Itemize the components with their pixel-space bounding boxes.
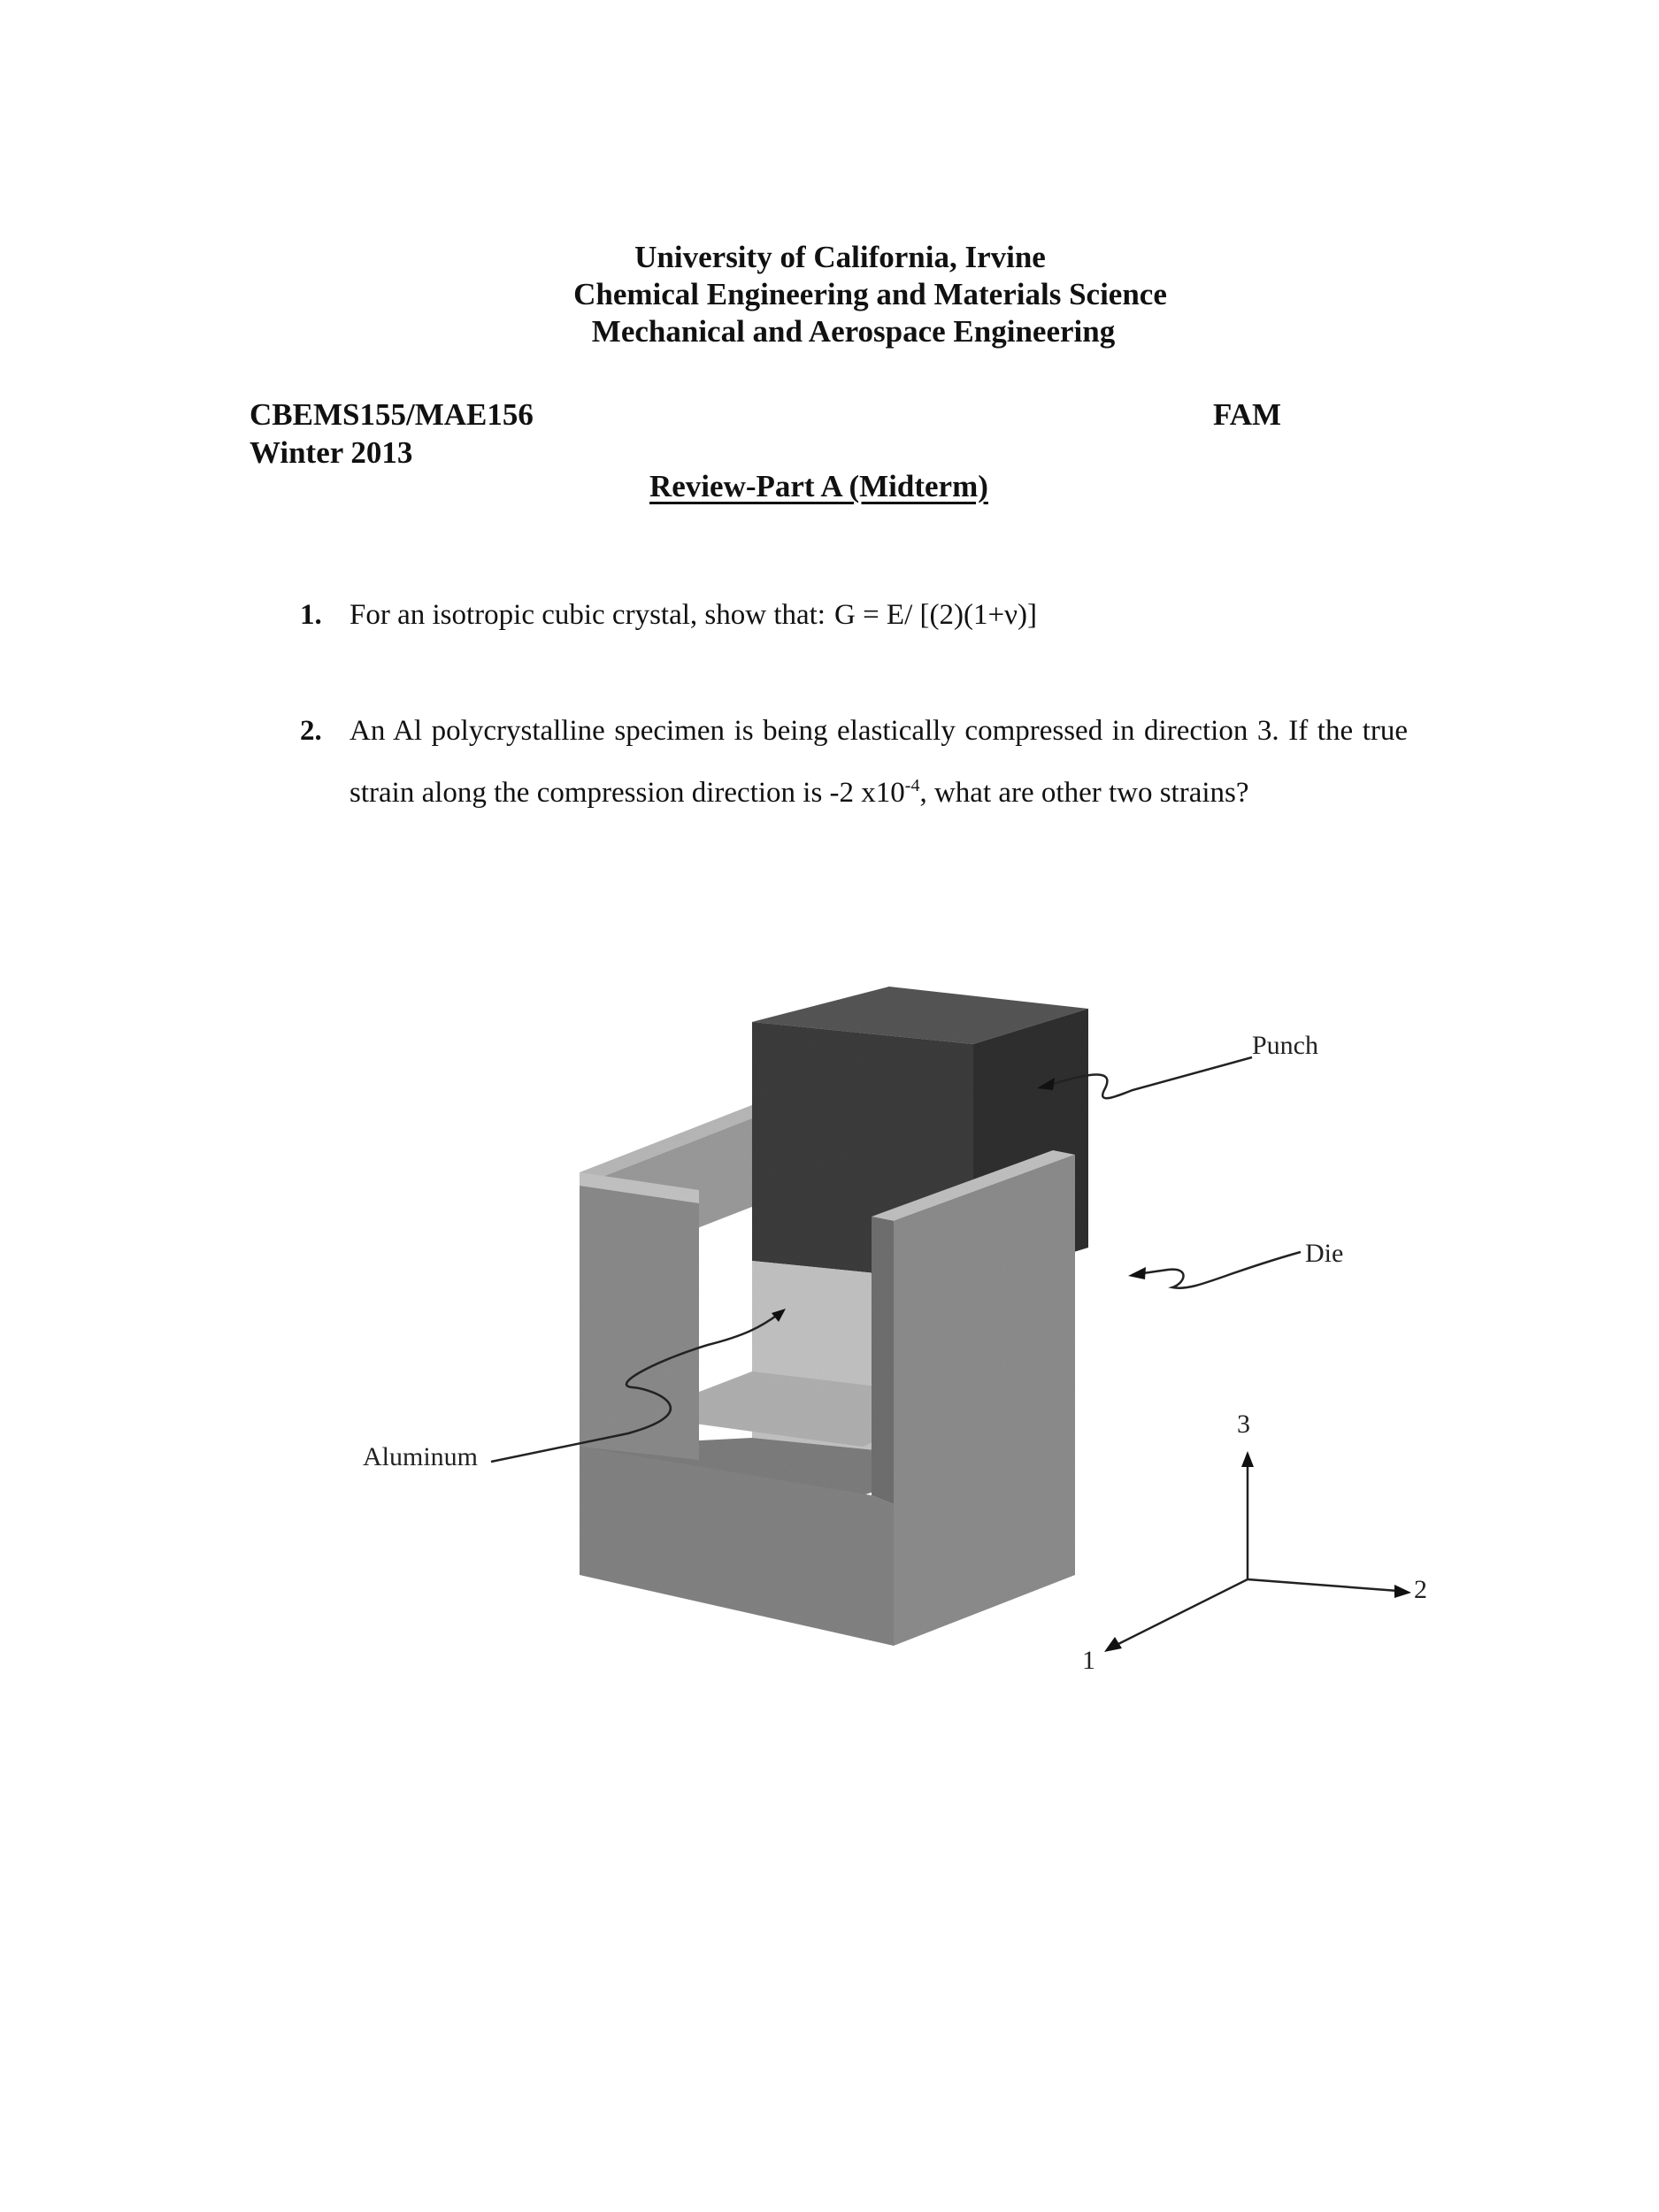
axis-3-label: 3 [1237,1409,1250,1439]
question-text [349,588,1037,642]
axis-3-arrowhead [1241,1451,1254,1467]
aluminum-label: Aluminum [363,1442,479,1471]
die-left-wall [580,1186,699,1460]
axis-1-arrowhead [1104,1637,1122,1652]
shear-modulus-formula: G = E/ [(2)(1+ν)] [833,599,1037,631]
axis-1-line [1115,1579,1248,1646]
compression-die-figure [336,964,1451,1681]
axis-2-label: 2 [1414,1575,1427,1604]
question-text-part-2: , what are other two strains? [919,777,1249,809]
axis-2-line [1248,1579,1398,1591]
author-initials: FAM [1213,397,1282,432]
strain-exponent: -4 [904,776,920,795]
die-label: Die [1305,1239,1344,1268]
die-right-wall-edge [872,1217,894,1504]
punch-label: Punch [1252,1031,1318,1060]
institution-name: University of California, Irvine [634,240,1046,274]
axis-2-arrowhead [1394,1585,1411,1598]
axis-1-label: 1 [1082,1646,1095,1675]
die-arrowhead [1128,1267,1146,1279]
course-term: Winter 2013 [250,435,413,470]
question-number: 1. [300,599,322,631]
question-prompt: For an isotropic cubic crystal, show that: [349,599,826,631]
header [0,239,1659,350]
course-code: CBEMS155/MAE156 [250,397,534,432]
department-name-1: Chemical Engineering and Materials Science [573,277,1167,311]
department-name-2: Mechanical and Aerospace Engineering [591,314,1116,349]
question-text [349,703,1408,820]
die-right-wall-face [894,1155,1075,1646]
document-title: Review-Part A (Midterm) [649,469,988,503]
question-number: 2. [300,715,322,747]
question-text-part-1: An Al polycrystalline specimen is being elastically compressed in direction 3. If the true strain along the compression direction is -2 x10 [349,715,1408,809]
die-leader-line [1137,1252,1301,1288]
die-diagram [336,964,1451,1681]
course-info [250,396,534,472]
